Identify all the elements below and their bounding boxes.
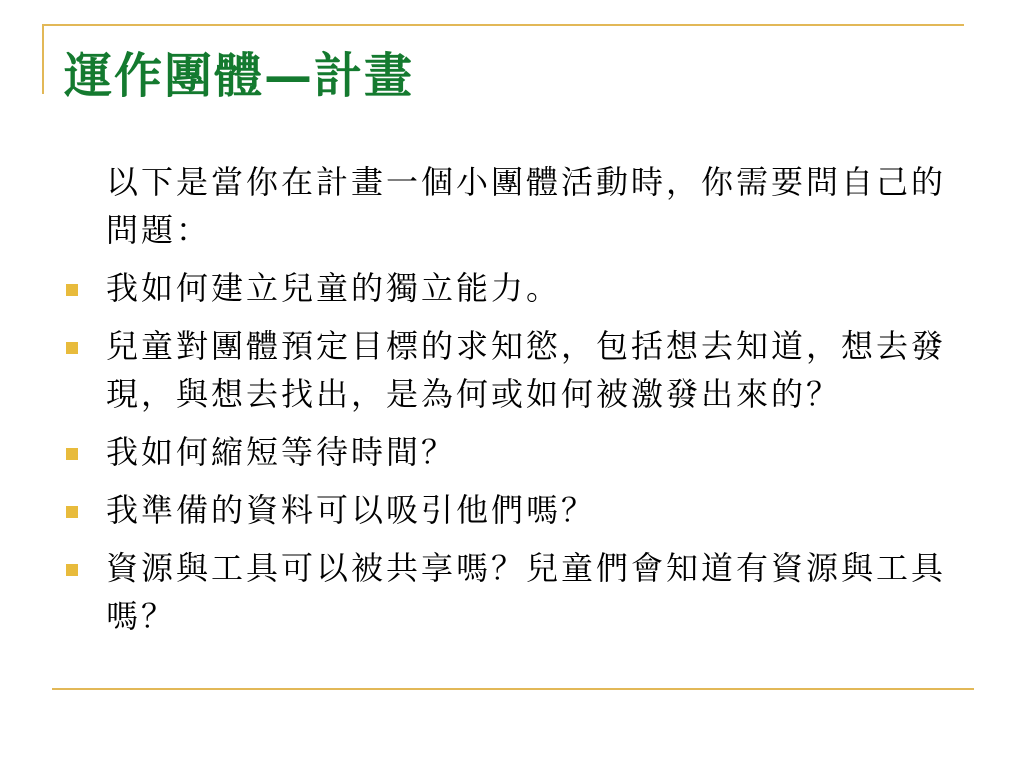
left-accent-line xyxy=(42,24,44,94)
bullet-item: 我準備的資料可以吸引他們嗎？ xyxy=(60,486,970,534)
bullet-item: 我如何建立兒童的獨立能力。 xyxy=(60,264,970,312)
bullet-item: 資源與工具可以被共享嗎？兒童們會知道有資源與工具嗎？ xyxy=(60,544,970,640)
bullet-item: 我如何縮短等待時間？ xyxy=(60,428,970,476)
bottom-accent-line xyxy=(52,688,974,690)
bullet-item: 兒童對團體預定目標的求知慾，包括想去知道，想去發現，與想去找出，是為何或如何被激發出來的？ xyxy=(60,322,970,418)
top-accent-line xyxy=(42,24,964,26)
intro-text: 以下是當你在計畫一個小團體活動時，你需要問自己的問題： xyxy=(106,163,947,249)
slide-title: 運作團體—計畫 xyxy=(64,48,415,104)
slide-content xyxy=(60,158,970,640)
